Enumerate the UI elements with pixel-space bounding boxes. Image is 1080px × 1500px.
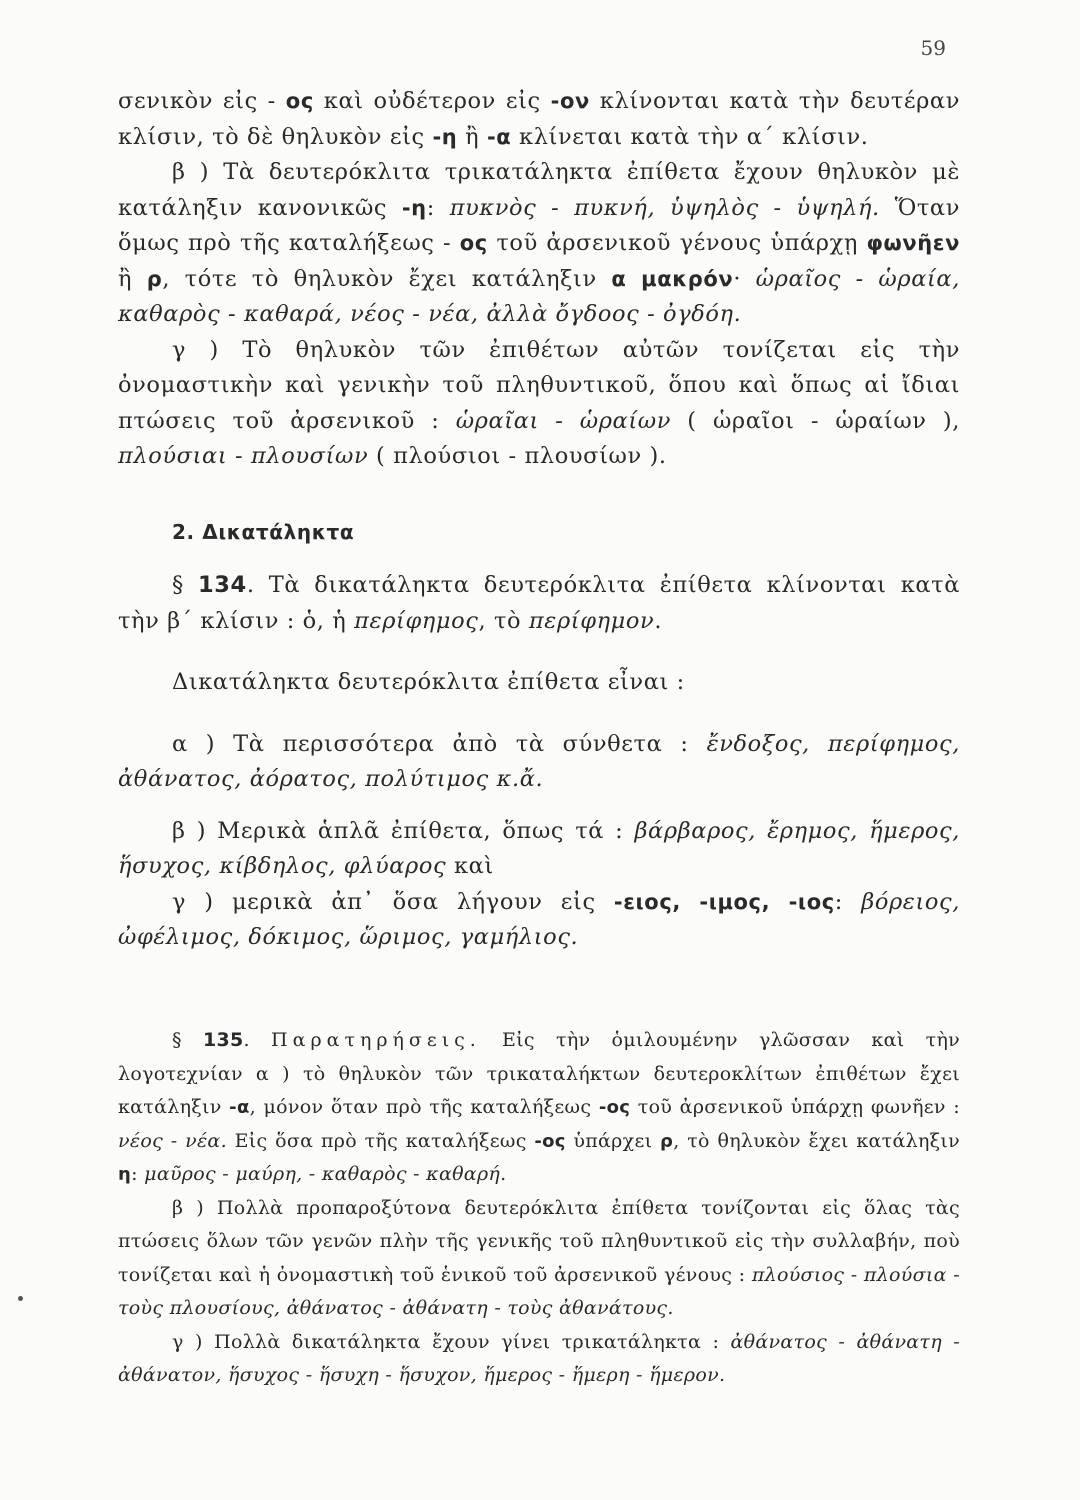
text: : (131, 1163, 145, 1185)
notes-title: Παρατηρήσεις. (271, 1029, 481, 1051)
section-heading: 2. Δικατάληκτα (172, 519, 355, 544)
list-item-beta (118, 814, 960, 885)
text: ἢ (118, 265, 147, 292)
text: κλίνονται κατὰ τὴν δευτέραν κλίσιν, τὸ δὲ θηλυκὸν εἰς (118, 88, 960, 150)
ending-bold: -η (401, 195, 427, 220)
term-bold: α μακρόν (611, 266, 734, 291)
text: , τότε τὸ θηλυκὸν ἔχει κατάληξιν (162, 265, 612, 292)
ending-bold: -ειος, -ιμος, -ιος (613, 889, 835, 914)
example-italic: περίφημος (354, 607, 479, 634)
term-bold: φωνῆεν (866, 231, 960, 255)
text: γ ) Πολλὰ δικατάληκτα ἔχουν γίνει τρικατάληκτα : (172, 1330, 731, 1353)
page-number: 59 (920, 36, 946, 60)
text: . (243, 1029, 272, 1051)
list-intro: Δικατάληκτα δευτερόκλιτα ἐπίθετα εἶναι : (172, 669, 685, 695)
text: · (733, 265, 756, 292)
section-134 (118, 568, 960, 639)
text: γ ) Τὸ θηλυκὸν τῶν ἐπιθέτων αὐτῶν τονίζεται εἰς τὴν ὀνομαστικὴν καὶ γενικὴν τοῦ πληθυντικοῦ, ὅπου καὶ ὅπως αἱ ἴδιαι πτώσεις τοῦ ἀρσενικοῦ : (118, 336, 960, 434)
text: Ὅταν ὅμως πρὸ τῆς καταλήξεως - (118, 194, 960, 256)
text: α ) Τὰ περισσότερα ἀπὸ τὰ σύνθετα : (172, 730, 707, 757)
section-symbol: § (172, 1029, 203, 1051)
text: ( πλούσιοι - πλουσίων ). (368, 443, 667, 469)
ending-bold: ος (459, 231, 488, 255)
note-gamma (118, 1326, 960, 1393)
ending-bold: -ος (534, 1130, 566, 1152)
text: τοῦ ἀρσενικοῦ γένους ὑπάρχῃ (487, 230, 867, 256)
text: καὶ οὐδέτερον εἰς (313, 88, 551, 114)
paragraph-gamma (118, 333, 960, 475)
text: Εἰς τὴν ὁμιλουμένην γλῶσσαν καὶ τὴν λογοτεχνίαν α ) τὸ θηλυκὸν τῶν τρικαταλήκτων δευτεροκλίτων ἐπιθέτων ἔχει κατάληξιν (118, 1029, 960, 1118)
list-item-gamma (118, 885, 960, 956)
margin-speck (18, 1296, 23, 1301)
section-number: 134 (198, 572, 247, 598)
text: σενικὸν εἰς - (118, 88, 286, 114)
text: κλίνεται κατὰ τὴν α΄ κλίσιν. (511, 123, 869, 150)
ending-bold: -ον (550, 89, 590, 113)
text: ( ὡραῖοι - ὡραίων ), (670, 407, 961, 434)
text: , τὸ θηλυκὸν ἔχει κατάληξιν (673, 1129, 961, 1152)
text: ἢ (457, 123, 487, 150)
text: γ ) μερικὰ ἀπ᾽ ὅσα λήγουν εἰς (172, 888, 614, 915)
ending-bold: -η (432, 124, 458, 149)
text: ὑπάρχει (565, 1129, 661, 1152)
term-bold: ρ (660, 1130, 674, 1152)
section-symbol: § (172, 572, 199, 598)
term-bold: ρ (146, 266, 163, 291)
text: Εἰς ὅσα πρὸ τῆς καταλήξεως (226, 1129, 535, 1152)
main-text (118, 84, 960, 956)
text: β ) Τὰ δευτερόκλιτα τρικατάληκτα ἐπίθετα ἔχουν θηλυκὸν μὲ κατάληξιν κανονικῶς (118, 159, 960, 221)
text: : (426, 194, 450, 221)
text: . Τὰ δικατάληκτα δευτερόκλιτα ἐπίθετα κλίνονται κατὰ τὴν β΄ κλίσιν : ὁ, ἡ (118, 572, 960, 634)
example-italic: ἔνδοξος, περίφημος, ἀθάνατος, ἀόρατος, πολύτιμος κ.ἄ. (118, 730, 960, 792)
text: : (834, 888, 862, 915)
text: καὶ (446, 853, 494, 879)
example-italic: περίφημον (528, 607, 655, 634)
ending-bold: -ος (598, 1097, 631, 1118)
list-item-alpha (118, 727, 960, 798)
text: τοῦ ἀρσενικοῦ ὑπάρχῃ φωνῆεν : (630, 1096, 960, 1118)
example-italic: πυκνὸς - πυκνή, ὑψηλὸς - ὑψηλή. (449, 194, 880, 221)
paragraph-continuation (118, 84, 960, 155)
example-italic: πλούσιος - πλούσια - τοὺς πλουσίους, ἀθάνατος - ἀθάνατη - τοὺς ἀθανάτους. (118, 1263, 960, 1319)
example-italic: πλούσιαι - πλουσίων (118, 443, 369, 469)
text: β ) Μερικὰ ἁπλᾶ ἐπίθετα, ὅπως τά : (172, 817, 635, 844)
example-italic: ὡραῖαι - ὡραίων (455, 407, 671, 434)
text: , μόνον ὅταν πρὸ τῆς καταλήξεως (249, 1096, 599, 1118)
notes-section (118, 1024, 960, 1393)
example-italic: βάρβαρος, ἔρημος, ἥμερος, ἥσυχος, κίβδηλος, φλύαρος (118, 817, 961, 879)
example-italic: μαῦρος - μαύρη, - καθαρὸς - καθαρή. (144, 1163, 507, 1185)
ending-bold: ος (285, 89, 314, 113)
text: β ) Πολλὰ προπαροξύτονα δευτερόκλιτα ἐπίθετα τονίζονται εἰς ὅλας τὰς πτώσεις ὅλων τῶν γενῶν πλὴν τῆς γενικῆς τοῦ πληθυντικοῦ εἰς τὴν συλλαβήν, ποὺ τονίζεται καὶ ἡ ὀνομαστικὴ τοῦ ἑνικοῦ τοῦ ἀρσενικοῦ γένους : (118, 1196, 960, 1286)
example-italic: ὡραῖος - ὡραία, καθαρὸς - καθαρά, νέος - νέα, ἀλλὰ ὄγδοος - ὀγδόη. (118, 265, 960, 327)
text: , τὸ (478, 607, 529, 634)
ending-bold: -α (229, 1097, 250, 1118)
ending-bold: -α (486, 124, 512, 149)
example-italic: νέος - νέα. (118, 1129, 227, 1152)
section-number: 135 (202, 1029, 244, 1051)
note-beta (118, 1192, 960, 1326)
text: . (654, 607, 663, 634)
paragraph-beta (118, 155, 960, 333)
term-bold: η (118, 1164, 132, 1185)
example-italic: ἀθάνατος - ἀθάνατη - ἀθάνατον, ἥσυχος - ἥσυχη - ἥσυχον, ἥμερος - ἥμερη - ἥμερον. (118, 1330, 961, 1386)
section-135 (118, 1024, 960, 1192)
example-italic: βόρειος, ὠφέλιμος, δόκιμος, ὥριμος, γαμήλιος. (118, 888, 960, 950)
